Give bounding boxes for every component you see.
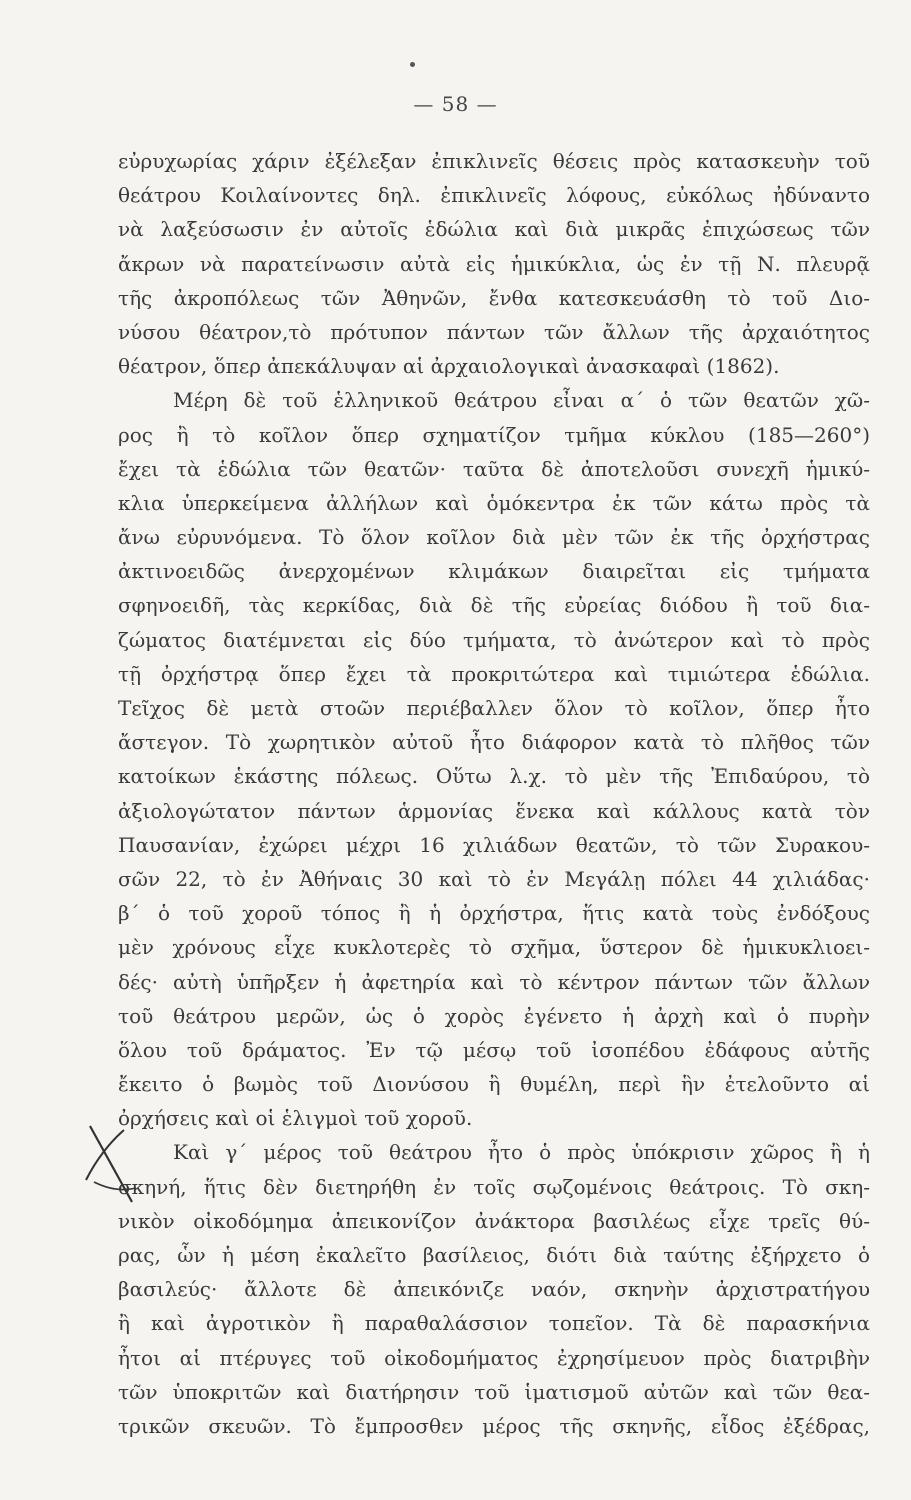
text-line: σῶν 22, τὸ ἐν Ἀθήναις 30 καὶ τὸ ἐν Μεγάλῃ πόλει 44 χιλιάδας· <box>118 866 870 891</box>
text-line: σκηνή, ἥτις δὲν διετηρήθη ἐν τοῖς σῳζομένοις θεάτροις. Τὸ σκη- <box>118 1174 870 1199</box>
ink-dot <box>410 62 415 67</box>
text-line: ἔχει τὰ ἑδώλια τῶν θεατῶν· ταῦτα δὲ ἀποτελοῦσι συνεχῆ ἡμικύ- <box>118 456 870 481</box>
text-line: ὅλου τοῦ δράματος. Ἐν τῷ μέσῳ τοῦ ἰσοπέδου ἐδάφους αὐτῆς <box>118 1037 870 1062</box>
text-line: μὲν χρόνους εἶχε κυκλοτερὲς τὸ σχῆμα, ὕστερον δὲ ἡμικυκλιοει- <box>118 935 870 960</box>
text-line: ζώματος διατέμνεται εἰς δύο τμήματα, τὸ ἀνώτερον καὶ τὸ πρὸς <box>118 627 870 652</box>
text-line: Τεῖχος δὲ μετὰ στοῶν περιέβαλλεν ὅλον τὸ κοῖλον, ὅπερ ἦτο <box>118 696 870 720</box>
text-line: ἄνω εὐρυνόμενα. Τὸ ὅλον κοῖλον διὰ μὲν τῶν ἐκ τῆς ὀρχήστρας <box>118 525 870 550</box>
text-line: τοῦ θεάτρου μερῶν, ὡς ὁ χορὸς ἐγένετο ἡ ἀρχὴ καὶ ὁ πυρὴν <box>118 1003 870 1028</box>
text-line: θέατρον, ὅπερ ἀπεκάλυψαν αἱ ἀρχαιολογικαὶ ἀνασκαφαὶ (1862). <box>118 354 780 379</box>
text-line: κατοίκων ἑκάστης πόλεως. Οὕτω λ.χ. τὸ μὲν τῆς Ἐπιδαύρου, τὸ <box>118 764 870 789</box>
text-line: νικὸν οἰκοδόμημα ἀπεικονίζον ἀνάκτορα βασιλέως εἶχε τρεῖς θύ- <box>118 1208 870 1233</box>
text-line: νὰ λαξεύσωσιν ἐν αὐτοῖς ἑδώλια καὶ διὰ μικρᾶς ἐπιχώσεως τῶν <box>118 217 870 242</box>
text-line: δές· αὐτὴ ὑπῆρξεν ἡ ἀφετηρία καὶ τὸ κέντρον πάντων τῶν ἄλλων <box>118 969 870 994</box>
text-line: ὀρχήσεις καὶ οἱ ἑλιγμοὶ τοῦ χοροῦ. <box>118 1106 473 1131</box>
text-line: εὐρυχωρίας χάριν ἐξέλεξαν ἐπικλινεῖς θέσεις πρὸς κατασκευὴν τοῦ <box>118 149 870 173</box>
text-line: ἦτοι αἱ πτέρυγες τοῦ οἰκοδομήματος ἐχρησίμευον πρὸς διατριβὴν <box>118 1345 870 1370</box>
text-line: Παυσανίαν, ἐχώρει μέχρι 16 χιλιάδων θεατῶν, τὸ τῶν Συρακου- <box>118 832 870 857</box>
text-line: θεάτρου Κοιλαίνοντες δηλ. ἐπικλινεῖς λόφους, εὐκόλως ἠδύναντο <box>118 183 870 208</box>
body-text <box>118 144 870 1443</box>
text-line: ἀκτινοειδῶς ἀνερχομένων κλιμάκων διαιρεῖται εἰς τμήματα <box>118 559 870 584</box>
text-line: β΄ ὁ τοῦ χοροῦ τόπος ἢ ἡ ὀρχήστρα, ἥτις κατὰ τοὺς ἐνδόξους <box>118 901 870 926</box>
text-line: ἄκρων νὰ παρατείνωσιν αὐτὰ εἰς ἡμικύκλια, ὡς ἐν τῇ Ν. πλευρᾷ <box>118 251 870 276</box>
text-line: Μέρη δὲ τοῦ ἑλληνικοῦ θεάτρου εἶναι α΄ ὁ τῶν θεατῶν χῶ- <box>173 388 870 413</box>
text-line: ἀξιολογώτατον πάντων ἁρμονίας ἕνεκα καὶ κάλλους κατὰ τὸν <box>118 798 870 823</box>
text-line: βασιλεύς· ἄλλοτε δὲ ἀπεικόνιζε ναόν, σκηνὴν ἀρχιστρατήγου <box>118 1277 870 1302</box>
text-line: ἔκειτο ὁ βωμὸς τοῦ Διονύσου ἢ θυμέλη, περὶ ἣν ἐτελοῦντο αἱ <box>118 1072 870 1097</box>
text-line: τῶν ὑποκριτῶν καὶ διατήρησιν τοῦ ἱματισμοῦ αὐτῶν καὶ τῶν θεα- <box>118 1379 870 1404</box>
text-line: σφηνοειδῆ, τὰς κερκίδας, διὰ δὲ τῆς εὐρείας διόδου ἢ τοῦ δια- <box>118 593 870 618</box>
text-line: ρας, ὧν ἡ μέση ἐκαλεῖτο βασίλειος, διότι διὰ ταύτης ἐξήρχετο ὁ <box>118 1243 870 1267</box>
text-line: ρος ἢ τὸ κοῖλον ὅπερ σχηματίζον τμῆμα κύκλου (185—260°) <box>118 422 870 447</box>
text-line: ἄστεγον. Τὸ χωρητικὸν αὐτοῦ ἦτο διάφορον κατὰ τὸ πλῆθος τῶν <box>118 730 870 755</box>
text-line: ἢ καὶ ἀγροτικὸν ἢ παραθαλάσσιον τοπεῖον. Τὰ δὲ παρασκήνια <box>118 1311 870 1336</box>
page-number: — 58 — <box>413 92 498 116</box>
text-line: Καὶ γ΄ μέρος τοῦ θεάτρου ἦτο ὁ πρὸς ὑπόκρισιν χῶρος ἢ ἡ <box>173 1140 870 1165</box>
text-line: κλια ὑπερκείμενα ἀλλήλων καὶ ὁμόκεντρα ἐκ τῶν κάτω πρὸς τὰ <box>118 490 870 515</box>
text-line: νύσου θέατρον,τὸ πρότυπον πάντων τῶν ἄλλων τῆς ἀρχαιότητος <box>118 319 870 344</box>
text-line: τῇ ὀρχήστρᾳ ὅπερ ἔχει τὰ προκριτώτερα καὶ τιμιώτερα ἑδώλια. <box>118 661 870 686</box>
text-line: τρικῶν σκευῶν. Τὸ ἔμπροσθεν μέρος τῆς σκηνῆς, εἶδος ἐξέδρας, <box>118 1413 870 1438</box>
text-line: τῆς ἀκροπόλεως τῶν Ἀθηνῶν, ἔνθα κατεσκευάσθη τὸ τοῦ Διο- <box>118 285 870 310</box>
